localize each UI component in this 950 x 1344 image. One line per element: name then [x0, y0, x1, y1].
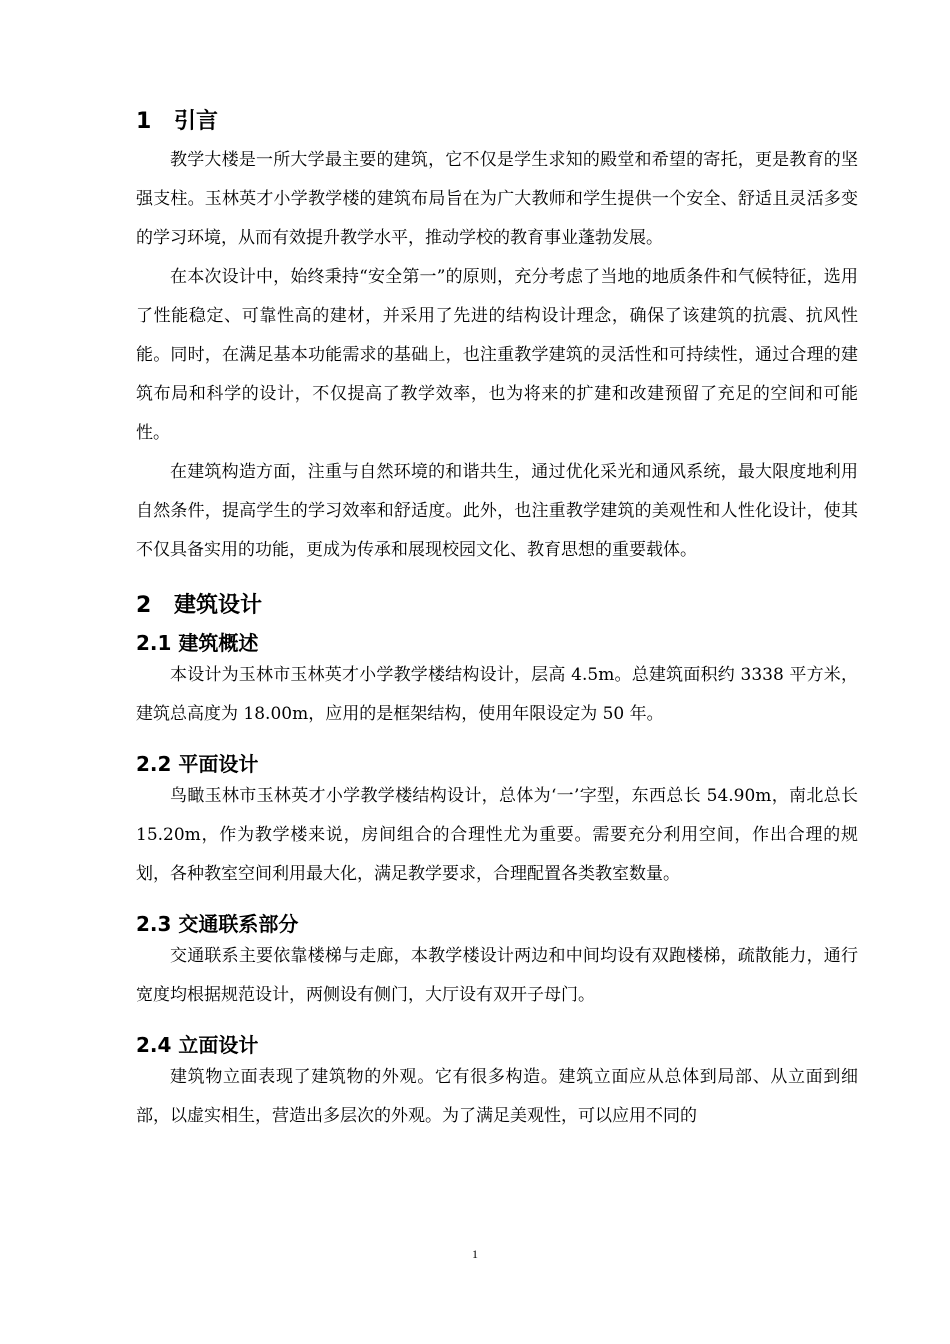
section-title: 建筑设计: [174, 593, 263, 618]
paragraph: 在建筑构造方面，注重与自然环境的和谐共生，通过优化采光和通风系统，最大限度地利用自然条件，提高学生的学习效率和舒适度。此外，也注重教学建筑的美观性和人性化设计，使其不仅具备实用的功能，更成为传承和展现校园文化、教育思想的重要载体。: [136, 462, 858, 560]
subsection-number: 2.2: [136, 752, 172, 776]
subsection-number: 2.3: [136, 912, 172, 936]
subsection-title: 建筑概述: [178, 631, 259, 655]
subsection-number: 2.4: [136, 1033, 172, 1057]
section-number: 2: [136, 593, 152, 618]
subsection-2-4-heading: [136, 1029, 858, 1058]
paragraph: 本设计为玉林市玉林英才小学教学楼结构设计，层高 4.5m。总建筑面积约 3338 平方米，建筑总高度为 18.00m，应用的是框架结构，使用年限设定为 50 年。: [136, 665, 858, 724]
subsection-title: 交通联系部分: [178, 912, 299, 936]
paragraph: 建筑物立面表现了建筑物的外观。它有很多构造。建筑立面应从总体到局部、从立面到细部，以虚实相生，营造出多层次的外观。为了满足美观性，可以应用不同的: [136, 1067, 858, 1126]
subsection-2-1-heading: [136, 627, 858, 656]
page-content: [136, 96, 858, 1136]
page-number: 1: [472, 1247, 478, 1261]
subsection-title: 平面设计: [178, 752, 259, 776]
subsection-number: 2.1: [136, 631, 172, 655]
subsection-title: 立面设计: [178, 1033, 259, 1057]
paragraph: 教学大楼是一所大学最主要的建筑，它不仅是学生求知的殿堂和希望的寄托，更是教育的坚强支柱。玉林英才小学教学楼的建筑布局旨在为广大教师和学生提供一个安全、舒适且灵活多变的学习环境，从而有效提升教学水平，推动学校的教育事业蓬勃发展。: [136, 150, 858, 248]
subsection-2-2-heading: [136, 748, 858, 777]
subsection-2-3-heading: [136, 908, 858, 937]
section-title: 引言: [174, 109, 219, 134]
paragraph: 鸟瞰玉林市玉林英才小学教学楼结构设计，总体为‘一’字型，东西总长 54.90m，南北总长 15.20m，作为教学楼来说，房间组合的合理性尤为重要。需要充分利用空间，作出合理的规划，各种教室空间利用最大化，满足教学要求，合理配置各类教室数量。: [136, 786, 858, 884]
section-number: 1: [136, 109, 152, 134]
section-1-heading: [136, 104, 858, 135]
section-2-heading: [136, 588, 858, 619]
paragraph: 在本次设计中，始终秉持“安全第一”的原则，充分考虑了当地的地质条件和气候特征，选用了性能稳定、可靠性高的建材，并采用了先进的结构设计理念，确保了该建筑的抗震、抗风性能。同时，在满足基本功能需求的基础上，也注重教学建筑的灵活性和可持续性，通过合理的建筑布局和科学的设计，不仅提高了教学效率，也为将来的扩建和改建预留了充足的空间和可能性。: [136, 267, 858, 443]
paragraph: 交通联系主要依靠楼梯与走廊，本教学楼设计两边和中间均设有双跑楼梯，疏散能力，通行宽度均根据规范设计，两侧设有侧门，大厅设有双开子母门。: [136, 946, 858, 1005]
